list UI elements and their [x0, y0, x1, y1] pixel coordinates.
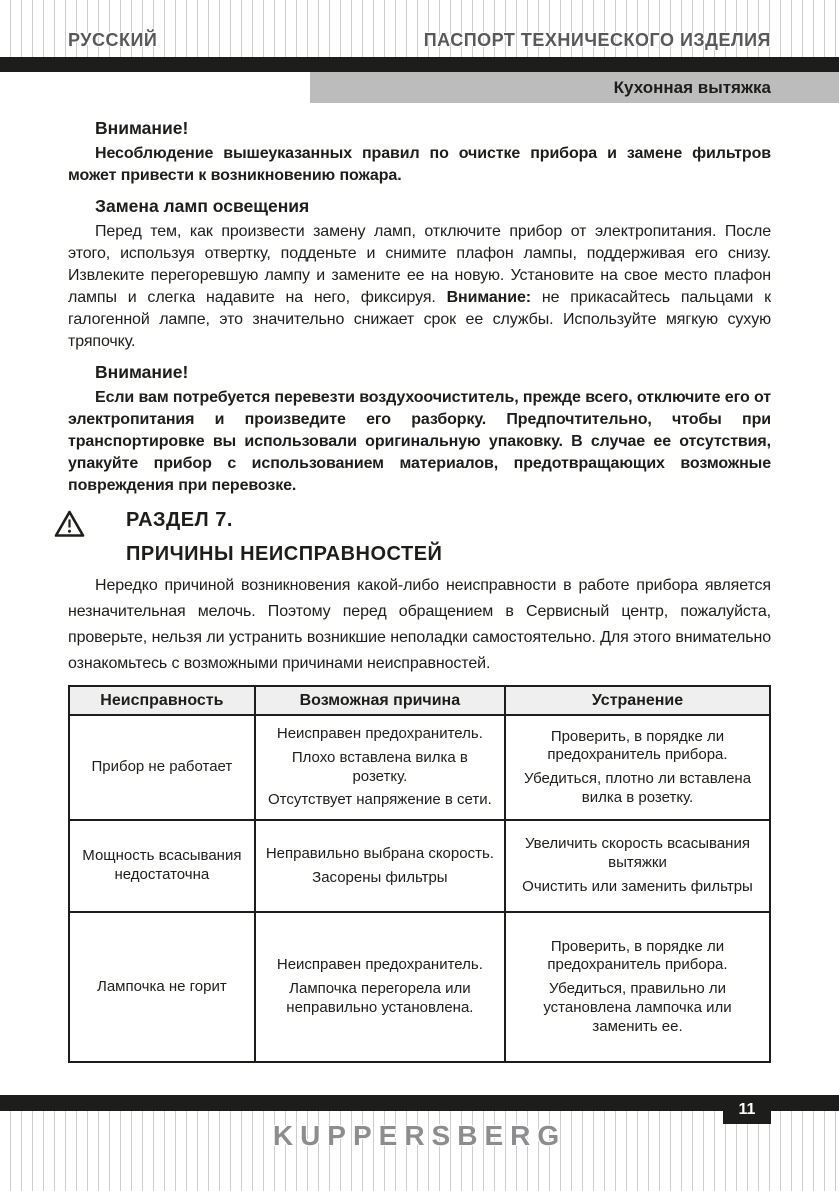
fault-cell: Лампочка не горит: [69, 912, 255, 1062]
section7-header: [68, 507, 771, 567]
cause-cell: [255, 715, 505, 820]
cause-cell: [255, 820, 505, 912]
fault-cell: Прибор не работает: [69, 715, 255, 820]
attention-paragraph-1: Несоблюдение вышеуказанных правил по очистке прибора и замене фильтров может привести к возникновению пожара.: [68, 145, 771, 184]
warning-triangle-icon: [53, 509, 86, 544]
column-header-fault: Неисправность: [69, 686, 255, 715]
lamp-replacement-paragraph: [68, 221, 771, 353]
page-content: [68, 103, 771, 1095]
cause-item: Неправильно выбрана скорость.: [265, 844, 494, 862]
table-row: [69, 912, 770, 1062]
fault-cell: Мощность всасывания недостаточна: [69, 820, 255, 912]
section7-intro: [68, 573, 771, 677]
remedy-cell: [505, 715, 770, 820]
product-banner-label: Кухонная вытяжка: [613, 77, 771, 97]
table-row: [69, 715, 770, 820]
attention-paragraph-2: Если вам потребуется перевезти воздухоочиститель, прежде всего, отключите его от электропитания и произведите его разборку. Предпочтительно, чтобы при транспортировке вы использовали оригинальную упаковку. В случае ее отсутствия, упакуйте прибор с использованием материалов, предотвращающих возможные повреждения при перевозке.: [68, 389, 771, 494]
remedy-item: Убедиться, плотно ли вставлена вилка в розетку.: [523, 770, 752, 806]
attention-heading-1: Внимание!: [95, 118, 189, 138]
remedy-item: Убедиться, правильно ли установлена лампочка или заменить ее.: [543, 980, 732, 1035]
troubleshooting-table: [68, 685, 771, 1063]
cause-item: Лампочка перегорела или неправильно установлена.: [286, 980, 474, 1016]
column-header-cause: Возможная причина: [255, 686, 505, 715]
section7-number: РАЗДЕЛ 7.: [126, 509, 233, 531]
remedy-cell: [505, 820, 770, 912]
cause-item: Неисправен предохранитель.: [276, 725, 483, 742]
lamp-text-pre: Перед тем, как произвести замену ламп, отключите прибор от электропитания. После этого, используя отвертку, подденьте и снимите плафон лампы, поддерживая его снизу. Извлеките перегоревшую лампу и замените ее на новую. Установите на свое место плафон лампы и слегка надавите на него, фиксируя.: [68, 223, 771, 306]
language-label: РУССКИЙ: [68, 30, 158, 50]
header-black-bar: [0, 57, 839, 72]
cause-item: Плохо вставлена вилка в розетку.: [291, 748, 468, 785]
footer-black-bar: [0, 1095, 839, 1111]
remedy-item: Проверить, в порядке ли предохранитель прибора.: [547, 937, 728, 974]
cause-item: Засорены фильтры: [312, 868, 448, 886]
document-title: ПАСПОРТ ТЕХНИЧЕСКОГО ИЗДЕЛИЯ: [423, 30, 771, 50]
attention-heading-2: Внимание!: [95, 362, 189, 382]
page-number: 11: [738, 1100, 756, 1118]
brand-logo-text: KUPPERSBERG: [272, 1120, 567, 1151]
column-header-remedy: Устранение: [505, 686, 770, 715]
running-header: [68, 30, 771, 51]
cause-cell: [255, 912, 505, 1062]
remedy-cell: [505, 912, 770, 1062]
remedy-item: Увеличить скорость всасывания вытяжки: [525, 835, 750, 872]
table-row: [69, 820, 770, 912]
lamp-text-bold-attention: Внимание:: [446, 289, 531, 306]
lamp-replacement-heading: Замена ламп освещения: [95, 196, 310, 216]
section7-intro-paragraph: Нередко причиной возникновения какой-либо неисправности в работе прибора является незначительная мелочь. Поэтому перед обращением в Сервисный центр, пожалуйста, проверьте, нельзя ли устранить возникшие неполадки самостоятельно. Для этого внимательно ознакомьтесь с возможными причинами неисправностей.: [68, 577, 771, 672]
section7-titles: [126, 507, 442, 567]
remedy-item: Очистить или заменить фильтры: [522, 877, 753, 895]
product-banner: [310, 72, 839, 103]
table-header-row: [69, 686, 770, 715]
section7-title: ПРИЧИНЫ НЕИСПРАВНОСТЕЙ: [126, 543, 443, 565]
cause-item: Отсутствует напряжение в сети.: [267, 791, 492, 809]
lamp-text-post: не прикасайтесь пальцами к галогенной лампе, это значительно снижает срок ее службы. Используйте мягкую сухую тряпочку.: [68, 289, 771, 350]
cause-item: Неисправен предохранитель.: [276, 956, 483, 974]
remedy-item: Проверить, в порядке ли предохранитель прибора.: [547, 727, 728, 764]
